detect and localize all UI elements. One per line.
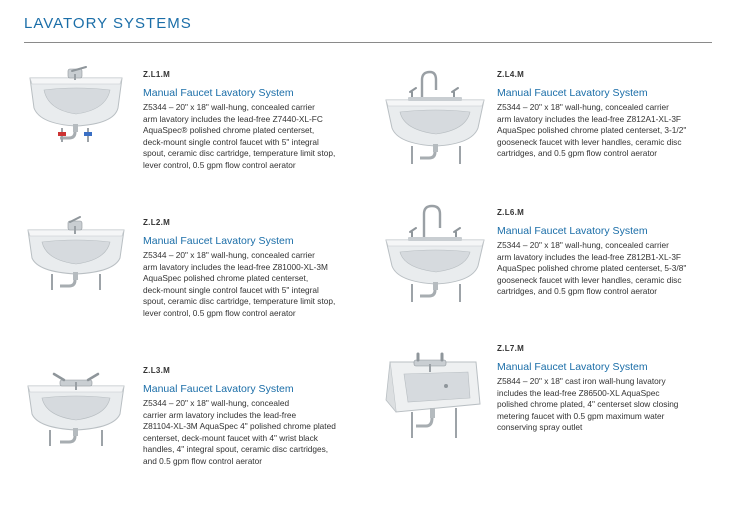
product-description: Z5844 – 20" x 18" cast iron wall-hung lavatory includes the lead-free Z86500-XL AquaSpec polished chrome plated, 4" centerset slow closing metering faucet with 0.5 gpm maximum water conserving spray outlet <box>497 376 679 433</box>
product-code: Z.L2.M <box>143 218 171 227</box>
product-name: Manual Faucet Lavatory System <box>497 87 648 99</box>
product-name: Manual Faucet Lavatory System <box>143 383 294 395</box>
sink-image-z-l1-m <box>22 62 132 142</box>
product-code: Z.L6.M <box>497 208 525 217</box>
product-z-l1-m <box>143 70 373 172</box>
sink-image-z-l7-m <box>380 350 490 440</box>
sink-image-z-l4-m <box>380 66 490 166</box>
product-z-l2-m <box>143 218 373 320</box>
sink-image-z-l2-m <box>22 212 132 292</box>
product-z-l7-m <box>497 344 727 434</box>
product-code: Z.L7.M <box>497 344 525 353</box>
product-description: Z5344 – 20" x 18" wall-hung, concealed carrier arm lavatory includes the lead-free Z812A1-XL-3F AquaSpec polished chrome plated centerset, 3-1/2" gooseneck faucet with lever handles, ceramic disc cartridges, and 0.5 gpm flow control aerator <box>497 102 687 159</box>
product-z-l6-m <box>497 208 727 298</box>
product-name: Manual Faucet Lavatory System <box>497 361 648 373</box>
title-divider <box>24 42 712 43</box>
product-z-l3-m <box>143 366 373 468</box>
product-name: Manual Faucet Lavatory System <box>143 87 294 99</box>
product-description: Z5344 – 20" x 18" wall-hung, concealed carrier arm lavatory includes the lead-free Z7440-XL-FC AquaSpec® polished chrome plated centerset, deck-mount single control faucet with 5" integral spout, ceramic disc cartridge, temperature limit stop, lever control, 0.5 gpm flow control aerator <box>143 102 336 170</box>
product-z-l4-m <box>497 70 727 160</box>
sink-image-z-l3-m <box>22 368 132 448</box>
product-code: Z.L1.M <box>143 70 171 79</box>
product-name: Manual Faucet Lavatory System <box>143 235 294 247</box>
product-code: Z.L4.M <box>497 70 525 79</box>
sink-image-z-l6-m <box>380 204 490 304</box>
product-name: Manual Faucet Lavatory System <box>497 225 648 237</box>
product-code: Z.L3.M <box>143 366 171 375</box>
product-description: Z5344 – 20" x 18" wall-hung, concealed carrier arm lavatory includes the lead-free Z812B1-XL-3F AquaSpec polished chrome plated centerset, 5-3/8" gooseneck faucet with lever handles, ceramic disc cartridges, and 0.5 gpm flow control aerator <box>497 240 687 297</box>
page-title: LAVATORY SYSTEMS <box>24 15 192 32</box>
product-description: Z5344 – 20" x 18" wall-hung, concealed carrier arm lavatory includes the lead-free Z81000-XL-3M AquaSpec polished chrome plated centerset, deck-mount single control faucet with 5" integral spout, ceramic disc cartridge, temperature limit stop, lever control, 0.5 gpm flow control aerator <box>143 250 336 318</box>
product-description: Z5344 – 20" x 18" wall-hung, concealed carrier arm lavatory includes the lead-free Z81104-XL-3M AquaSpec 4" polished chrome plated centerset, deck-mount faucet with 4" wrist black handles, 4" integral spout, ceramic disc cartridges, and 0.5 gpm flow control aerator <box>143 398 336 466</box>
